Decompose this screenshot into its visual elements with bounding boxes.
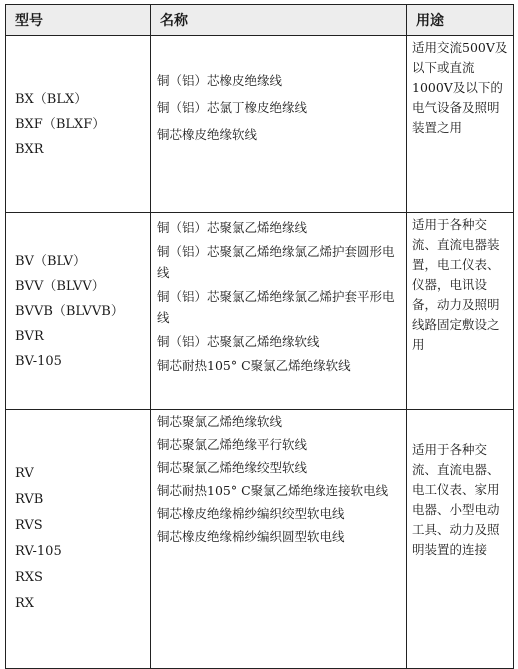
wire-name: 铜（铝）芯氯丁橡皮绝缘线 bbox=[157, 100, 308, 115]
header-row bbox=[6, 5, 514, 36]
wire-name: 铜芯聚氯乙烯绝缘软线 bbox=[157, 414, 283, 429]
model-code: RVB bbox=[15, 492, 44, 507]
wire-name: 铜（铝）芯聚氯乙烯绝缘线 bbox=[157, 220, 308, 235]
model-code: BV（BLV） bbox=[15, 253, 86, 269]
wire-name: 铜（铝）芯聚氯乙烯绝缘氯乙烯护套平形电线 bbox=[157, 289, 395, 325]
model-code: RVS bbox=[15, 518, 43, 533]
wire-name: 铜（铝）芯橡皮绝缘线 bbox=[157, 73, 283, 88]
model-code: RV-105 bbox=[15, 544, 62, 559]
wire-type-table bbox=[5, 4, 514, 669]
wire-name: 铜（铝）芯聚氯乙烯绝缘氯乙烯护套圆形电线 bbox=[157, 244, 395, 280]
model-code: BVV（BLVV） bbox=[15, 278, 105, 294]
model-code: RV bbox=[15, 466, 34, 481]
header-name: 名称 bbox=[151, 5, 407, 36]
name-cell bbox=[151, 213, 407, 410]
wire-name: 铜（铝）芯聚氯乙烯绝缘软线 bbox=[157, 334, 320, 349]
table-row bbox=[6, 213, 514, 410]
model-cell bbox=[6, 36, 151, 213]
model-code: RXS bbox=[15, 570, 43, 585]
model-code: BVVB（BLVVB） bbox=[15, 303, 124, 319]
wire-name: 铜芯耐热105° C聚氯乙烯绝缘软线 bbox=[157, 358, 351, 373]
wire-name: 铜芯耐热105° C聚氯乙烯绝缘连接软电线 bbox=[157, 483, 389, 498]
header-model: 型号 bbox=[6, 5, 151, 36]
table-row bbox=[6, 410, 514, 669]
model-code: BV-105 bbox=[15, 353, 62, 369]
model-cell bbox=[6, 410, 151, 669]
name-cell bbox=[151, 410, 407, 669]
model-code: BX（BLX） bbox=[15, 91, 88, 107]
wire-name: 铜芯聚氯乙烯绝缘绞型软线 bbox=[157, 460, 308, 475]
wire-name: 铜芯橡皮绝缘棉纱编织绞型软电线 bbox=[157, 506, 345, 521]
wire-name: 铜芯橡皮绝缘棉纱编织圆型软电线 bbox=[157, 529, 345, 544]
model-code: RX bbox=[15, 596, 35, 611]
usage-cell: 适用于各种交流、直流电器、电工仪表、家用电器、小型电动工具、动力及照明装置的连接 bbox=[407, 410, 514, 669]
name-cell bbox=[151, 36, 407, 213]
model-code: BVR bbox=[15, 328, 44, 344]
header-usage: 用途 bbox=[407, 5, 514, 36]
model-code: BXR bbox=[15, 141, 44, 157]
usage-cell: 适用于各种交流、直流电器装置，电工仪表、仪器，电讯设备，动力及照明线路固定敷设之用 bbox=[407, 213, 514, 410]
wire-name: 铜芯聚氯乙烯绝缘平行软线 bbox=[157, 437, 308, 452]
model-code: BXF（BLXF） bbox=[15, 116, 106, 132]
table-row bbox=[6, 36, 514, 213]
usage-cell: 适用交流500V及以下或直流1000V及以下的电气设备及照明装置之用 bbox=[407, 36, 514, 213]
model-cell bbox=[6, 213, 151, 410]
wire-name: 铜芯橡皮绝缘软线 bbox=[157, 127, 258, 142]
